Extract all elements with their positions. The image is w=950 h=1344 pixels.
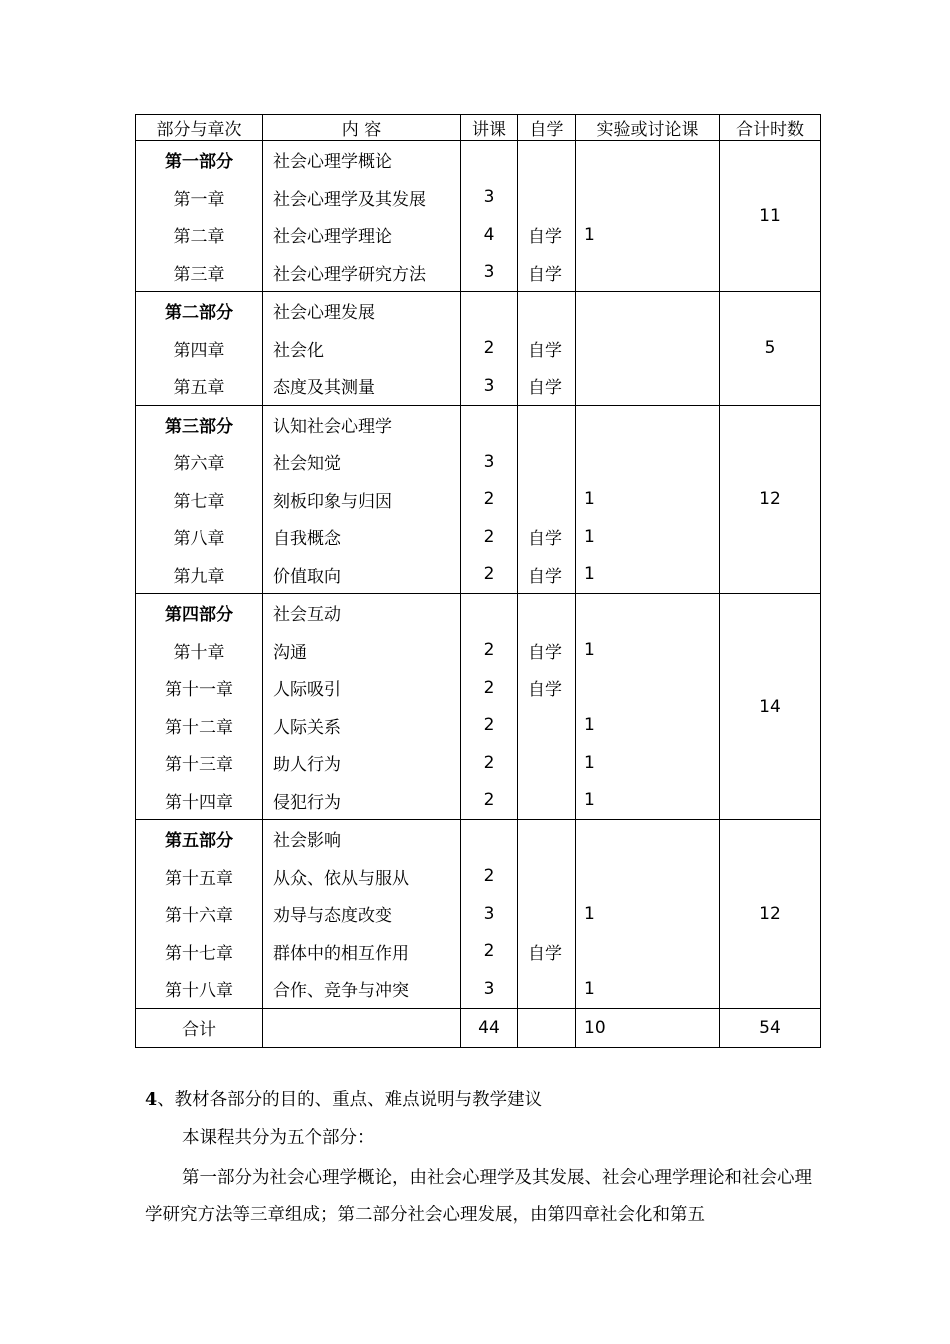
chapter-label: 第九章 — [136, 556, 263, 594]
part-content: 社会心理学概论 — [263, 141, 461, 179]
self-study-cell — [518, 858, 576, 896]
part-row — [136, 141, 821, 179]
chapter-content: 价值取向 — [263, 556, 461, 594]
self-study-cell — [518, 292, 576, 330]
chapter-content: 人际吸引 — [263, 669, 461, 707]
summary-content — [263, 1008, 461, 1047]
summary-label: 合计 — [136, 1008, 263, 1047]
table-header-row — [136, 115, 821, 141]
part-label: 第四部分 — [136, 594, 263, 632]
lecture-cell: 2 — [461, 481, 518, 519]
part-row — [136, 820, 821, 858]
chapter-row — [136, 556, 821, 594]
paragraph: 本课程共分为五个部分： — [182, 1128, 375, 1148]
chapter-content: 社会心理学理论 — [263, 216, 461, 254]
chapter-label: 第五章 — [136, 367, 263, 405]
self-study-cell: 自学 — [518, 216, 576, 254]
header-part-chapter: 部分与章次 — [136, 115, 263, 141]
self-study-cell: 自学 — [518, 330, 576, 368]
lecture-cell: 2 — [461, 330, 518, 368]
chapter-content: 侵犯行为 — [263, 782, 461, 820]
chapter-label: 第六章 — [136, 443, 263, 481]
summary-self-study — [518, 1008, 576, 1047]
lab-cell — [576, 858, 720, 896]
lecture-cell: 4 — [461, 216, 518, 254]
chapter-content: 自我概念 — [263, 518, 461, 556]
total-hours-cell: 12 — [720, 820, 821, 1009]
self-study-cell — [518, 481, 576, 519]
chapter-row — [136, 632, 821, 670]
chapter-label: 第三章 — [136, 254, 263, 292]
chapter-row — [136, 481, 821, 519]
chapter-label: 第十四章 — [136, 782, 263, 820]
chapter-label: 第二章 — [136, 216, 263, 254]
self-study-cell — [518, 405, 576, 443]
chapter-row — [136, 367, 821, 405]
self-study-cell: 自学 — [518, 254, 576, 292]
chapter-label: 第十五章 — [136, 858, 263, 896]
chapter-row — [136, 707, 821, 745]
chapter-label: 第十二章 — [136, 707, 263, 745]
chapter-content: 社会知觉 — [263, 443, 461, 481]
self-study-cell: 自学 — [518, 367, 576, 405]
chapter-label: 第八章 — [136, 518, 263, 556]
chapter-content: 助人行为 — [263, 744, 461, 782]
paragraph: 第一部分为社会心理学概论，由社会心理学及其发展、社会心理学理论和社会心理学研究方法等三章组成；第二部分社会心理发展，由第四章社会化和第五 — [145, 1168, 812, 1225]
lab-cell: 1 — [576, 216, 720, 254]
lecture-cell: 3 — [461, 443, 518, 481]
header-lab-discussion: 实验或讨论课 — [576, 115, 720, 141]
chapter-label: 第十七章 — [136, 933, 263, 971]
self-study-cell: 自学 — [518, 933, 576, 971]
lecture-cell — [461, 292, 518, 330]
chapter-label: 第十三章 — [136, 744, 263, 782]
chapter-content: 群体中的相互作用 — [263, 933, 461, 971]
lecture-cell: 3 — [461, 895, 518, 933]
lab-cell — [576, 254, 720, 292]
part-label: 第二部分 — [136, 292, 263, 330]
part-content: 认知社会心理学 — [263, 405, 461, 443]
lab-cell — [576, 179, 720, 217]
chapter-content: 人际关系 — [263, 707, 461, 745]
self-study-cell: 自学 — [518, 556, 576, 594]
lecture-cell — [461, 820, 518, 858]
chapter-content: 从众、依从与服从 — [263, 858, 461, 896]
chapter-content: 态度及其测量 — [263, 367, 461, 405]
summary-row — [136, 1008, 821, 1047]
summary-total: 54 — [720, 1008, 821, 1047]
part-content: 社会影响 — [263, 820, 461, 858]
chapter-row — [136, 970, 821, 1008]
lab-cell: 1 — [576, 895, 720, 933]
chapter-content: 劝导与态度改变 — [263, 895, 461, 933]
chapter-label: 第十章 — [136, 632, 263, 670]
chapter-row — [136, 330, 821, 368]
part-row — [136, 292, 821, 330]
lab-cell: 1 — [576, 518, 720, 556]
lab-cell — [576, 292, 720, 330]
chapter-content: 合作、竞争与冲突 — [263, 970, 461, 1008]
self-study-cell: 自学 — [518, 669, 576, 707]
self-study-cell — [518, 782, 576, 820]
section-title: 、教材各部分的目的、重点、难点说明与教学建议 — [157, 1090, 543, 1110]
part-label: 第三部分 — [136, 405, 263, 443]
table-body — [136, 141, 821, 1048]
lecture-cell: 2 — [461, 556, 518, 594]
lecture-cell: 3 — [461, 367, 518, 405]
self-study-cell: 自学 — [518, 518, 576, 556]
chapter-content: 社会化 — [263, 330, 461, 368]
part-label: 第五部分 — [136, 820, 263, 858]
lab-cell — [576, 141, 720, 179]
lecture-cell: 3 — [461, 179, 518, 217]
chapter-content: 沟通 — [263, 632, 461, 670]
chapter-row — [136, 933, 821, 971]
header-total-hours: 合计时数 — [720, 115, 821, 141]
section-heading — [145, 1086, 950, 1111]
chapter-row — [136, 895, 821, 933]
self-study-cell — [518, 744, 576, 782]
lab-cell — [576, 367, 720, 405]
chapter-row — [136, 179, 821, 217]
lecture-cell — [461, 141, 518, 179]
lab-cell — [576, 330, 720, 368]
header-content: 内 容 — [263, 115, 461, 141]
lecture-cell: 2 — [461, 669, 518, 707]
self-study-cell — [518, 443, 576, 481]
course-schedule-table — [135, 114, 821, 1048]
chapter-content: 社会心理学研究方法 — [263, 254, 461, 292]
chapter-row — [136, 858, 821, 896]
lab-cell: 1 — [576, 707, 720, 745]
section-number: 4 — [145, 1090, 158, 1110]
self-study-cell — [518, 179, 576, 217]
lecture-cell — [461, 405, 518, 443]
header-self-study: 自学 — [518, 115, 576, 141]
self-study-cell — [518, 707, 576, 745]
part-row — [136, 594, 821, 632]
summary-lecture: 44 — [461, 1008, 518, 1047]
lecture-cell: 2 — [461, 782, 518, 820]
chapter-label: 第七章 — [136, 481, 263, 519]
lecture-cell: 2 — [461, 632, 518, 670]
total-hours-cell: 14 — [720, 594, 821, 820]
chapter-row — [136, 669, 821, 707]
lab-cell — [576, 405, 720, 443]
lab-cell — [576, 443, 720, 481]
lecture-cell: 2 — [461, 707, 518, 745]
summary-lab: 10 — [576, 1008, 720, 1047]
chapter-label: 第十一章 — [136, 669, 263, 707]
chapter-label: 第四章 — [136, 330, 263, 368]
lab-cell: 1 — [576, 481, 720, 519]
lecture-cell — [461, 594, 518, 632]
chapter-content: 刻板印象与归因 — [263, 481, 461, 519]
lab-cell: 1 — [576, 782, 720, 820]
lecture-cell: 2 — [461, 858, 518, 896]
lab-cell: 1 — [576, 744, 720, 782]
self-study-cell — [518, 895, 576, 933]
lab-cell — [576, 594, 720, 632]
lab-cell — [576, 669, 720, 707]
lab-cell: 1 — [576, 970, 720, 1008]
lab-cell: 1 — [576, 632, 720, 670]
lab-cell: 1 — [576, 556, 720, 594]
total-hours-cell: 5 — [720, 292, 821, 406]
lecture-cell: 2 — [461, 933, 518, 971]
chapter-row — [136, 443, 821, 481]
total-hours-cell: 11 — [720, 141, 821, 292]
chapter-row — [136, 782, 821, 820]
chapter-row — [136, 518, 821, 556]
chapter-content: 社会心理学及其发展 — [263, 179, 461, 217]
header-lecture: 讲课 — [461, 115, 518, 141]
self-study-cell — [518, 970, 576, 1008]
total-hours-cell: 12 — [720, 405, 821, 594]
self-study-cell — [518, 141, 576, 179]
self-study-cell: 自学 — [518, 632, 576, 670]
chapter-label: 第一章 — [136, 179, 263, 217]
chapter-row — [136, 216, 821, 254]
self-study-cell — [518, 594, 576, 632]
chapter-row — [136, 254, 821, 292]
chapter-row — [136, 744, 821, 782]
chapter-label: 第十八章 — [136, 970, 263, 1008]
part-row — [136, 405, 821, 443]
lab-cell — [576, 820, 720, 858]
lab-cell — [576, 933, 720, 971]
part-content: 社会互动 — [263, 594, 461, 632]
chapter-label: 第十六章 — [136, 895, 263, 933]
lecture-cell: 2 — [461, 518, 518, 556]
lecture-cell: 3 — [461, 254, 518, 292]
lecture-cell: 2 — [461, 744, 518, 782]
lecture-cell: 3 — [461, 970, 518, 1008]
part-label: 第一部分 — [136, 141, 263, 179]
self-study-cell — [518, 820, 576, 858]
part-content: 社会心理发展 — [263, 292, 461, 330]
